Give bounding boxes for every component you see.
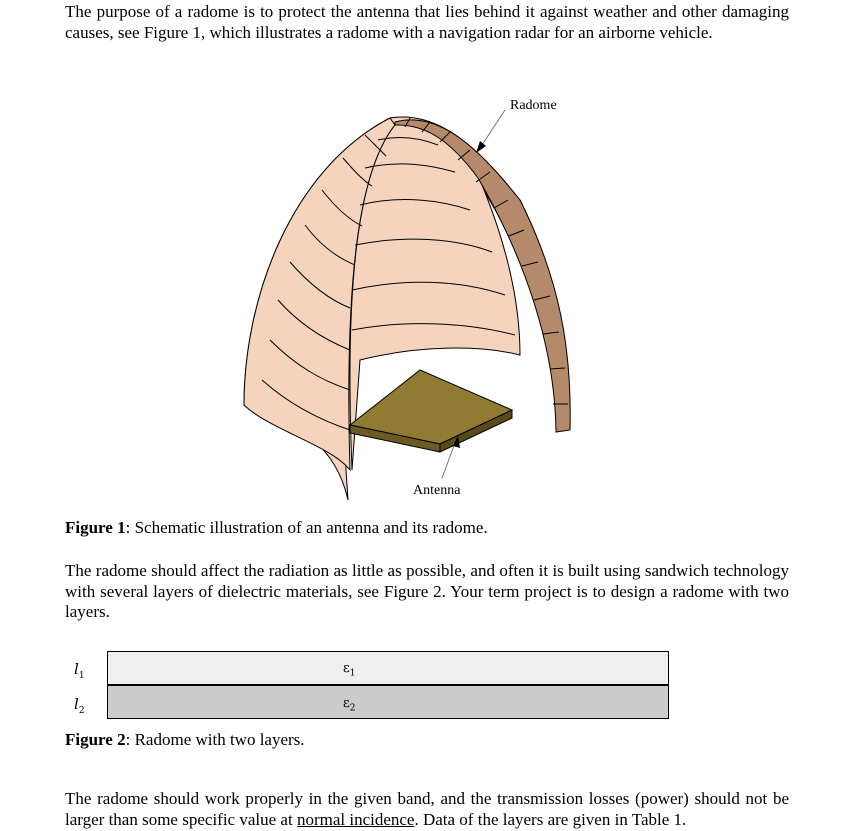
radome-label: Radome xyxy=(510,98,557,113)
layer-1 xyxy=(107,651,669,685)
layer-2 xyxy=(107,685,669,719)
figure-2-caption xyxy=(65,730,305,751)
figure-1-caption-label: Figure 1 xyxy=(65,518,126,537)
radome-arrowhead xyxy=(476,141,486,153)
layer-2-thickness: $l_2$ xyxy=(74,695,85,716)
radome-arrow-line xyxy=(480,110,505,148)
figure-1-caption-text: : Schematic illustration of an antenna and its radome. xyxy=(125,518,488,537)
layer-2-permittivity: $\varepsilon_2$ xyxy=(343,696,356,714)
requirements-paragraph: The radome should work properly in the given band, and the transmission losses (power) should not be larger than some specific value at normal incidence. Data of the layers are given in Table 1. xyxy=(65,789,789,829)
figure-2-caption-text: : Radome with two layers. xyxy=(125,730,305,749)
figure-1-caption xyxy=(65,518,488,539)
sandwich-paragraph: The radome should affect the radiation as little as possible, and often it is built using sandwich technology with several layers of dielectric materials, see Figure 2. Your term project is to design a radome with two layers. xyxy=(65,561,789,621)
antenna-label: Antenna xyxy=(413,483,461,498)
layer-1-permittivity: $\varepsilon_1$ xyxy=(343,661,356,679)
figure-1-radome-illustration xyxy=(230,88,590,508)
layer-1-thickness: $l_1$ xyxy=(74,660,85,681)
normal-incidence-term: normal incidence xyxy=(296,809,415,829)
figure-2-caption-label: Figure 2 xyxy=(65,730,126,749)
intro-paragraph: The purpose of a radome is to protect the antenna that lies behind it against weather and other damaging causes, see Figure 1, which illustrates a radome with a navigation radar for an airborne vehicle. xyxy=(65,2,789,42)
